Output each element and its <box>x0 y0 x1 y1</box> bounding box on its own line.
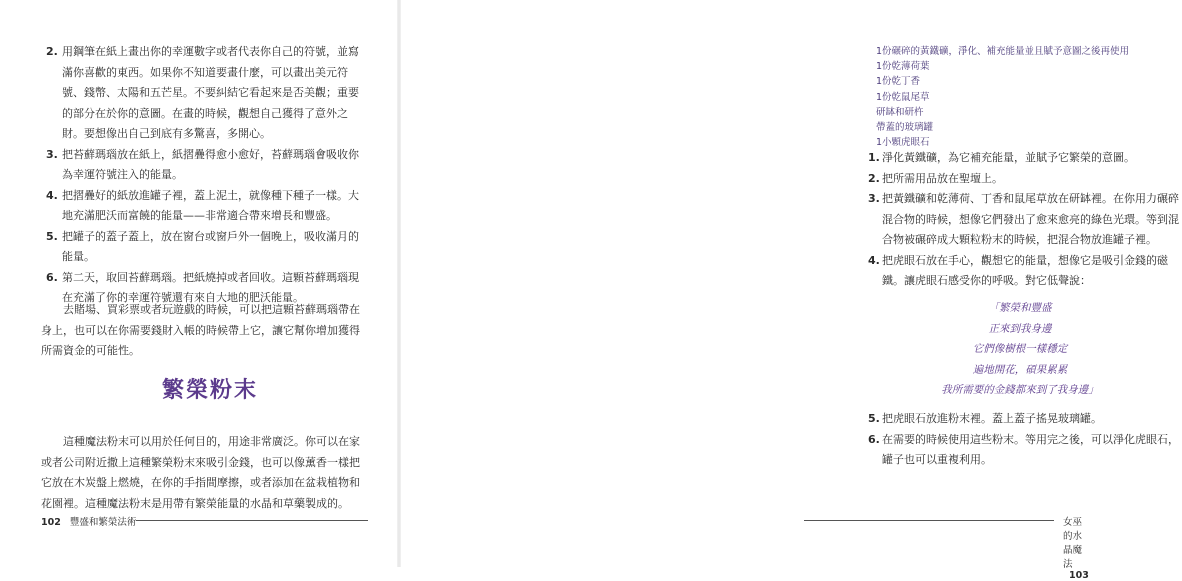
body-paragraph: 這種魔法粉末可以用於任何目的，用途非常廣泛。你可以在家或者公司附近撒上這種繁榮粉末來吸引金錢，也可以像薰香一樣把它放在木炭盤上燃燒，在你的手指間摩擦，或者添加在盆栽植物和花園裡。這種魔法粉末是用帶有繁榮能量的水晶和草藥製成的。 <box>41 435 360 510</box>
list-item <box>46 145 368 186</box>
list-item <box>870 251 1182 292</box>
ingredient-item: 研缽和研杵 <box>876 106 924 118</box>
list-item <box>46 227 368 268</box>
ingredient-item: 1份乾丁香 <box>876 76 921 88</box>
left-footer <box>41 514 136 528</box>
ingredient-item: 1份乾薄荷葉 <box>876 61 930 73</box>
step-text: 淨化黃鐵礦，為它補充能量，並賦予它繁榮的意圖。 <box>882 151 1135 164</box>
incantation-line: 「繁榮和豐盛 <box>988 302 1052 314</box>
left-page <box>0 0 399 567</box>
ingredients-list <box>876 44 1176 150</box>
step-text: 把摺疊好的紙放進罐子裡，蓋上泥土，就像種下種子一樣。大地充滿肥沃而富饒的能量——非常適合帶來增長和豐盛。 <box>62 188 359 222</box>
list-item <box>870 409 1182 430</box>
section-title: 繁榮粉末 <box>161 378 258 403</box>
right-steps-list <box>870 148 1182 292</box>
incantation-line: 正來到我身邊 <box>988 322 1052 335</box>
running-title: 女巫的水晶魔法 <box>1063 517 1083 570</box>
step-number: 2. <box>868 171 880 185</box>
ingredient-item: 帶蓋的玻璃罐 <box>876 122 934 134</box>
body-paragraph: 去賭場、買彩票或者玩遊戲的時候，可以把這顆苔蘚瑪瑙帶在身上，也可以在你需要錢財入帳的時候帶上它，讓它幫你增加獲得所需資金的可能性。 <box>41 303 360 357</box>
step-text: 把所需用品放在聖壇上。 <box>882 171 1003 185</box>
incantation-line: 它們像樹根一樣穩定 <box>972 343 1068 355</box>
page-number: 103 <box>1069 570 1089 581</box>
step-number: 4. <box>46 188 58 202</box>
step-text: 第二天，取回苔蘚瑪瑙。把紙燒掉或者回收。這顆苔蘚瑪瑙現在充滿了你的幸運符號還有來自大地的肥沃能量。 <box>62 270 359 304</box>
step-text: 把黃鐵礦和乾薄荷、丁香和鼠尾草放在研缽裡。在你用力碾碎混合物的時候，想像它們發出了愈來愈亮的綠色光環。等到混合物被碾碎成大顆粒粉末的時候，把混合物放進罐子裡。 <box>882 192 1179 246</box>
step-number: 6. <box>868 432 880 446</box>
list-item <box>870 148 1182 169</box>
right-page <box>400 0 1179 581</box>
list-item <box>870 430 1182 471</box>
incantation-line: 我所需要的金錢都來到了我身邊」 <box>941 384 1099 396</box>
step-text: 把罐子的蓋子蓋上，放在窗台或窗戶外一個晚上，吸收滿月的能量。 <box>62 229 359 263</box>
list-item <box>870 169 1182 190</box>
step-number: 4. <box>868 253 880 267</box>
page-number: 102 <box>41 517 61 528</box>
left-steps-list <box>46 42 368 309</box>
step-number: 6. <box>46 270 58 284</box>
step-text: 把虎眼石放在手心，觀想它的能量，想像它是吸引金錢的磁鐵。讓虎眼石感受你的呼吸。對它低聲說： <box>882 253 1168 287</box>
footer-rule <box>136 520 368 521</box>
right-steps-list-continued <box>870 409 1182 471</box>
ingredient-item: 1份碾碎的黃鐵礦，淨化、補充能量並且賦予意圖之後再使用 <box>876 46 1130 57</box>
step-text: 把虎眼石放進粉末裡。蓋上蓋子搖晃玻璃罐。 <box>882 412 1102 425</box>
list-item <box>46 42 368 145</box>
step-number: 3. <box>868 192 880 205</box>
step-number: 5. <box>868 412 880 425</box>
footer-rule <box>804 520 1054 521</box>
step-number: 3. <box>46 147 58 161</box>
list-item <box>46 186 368 227</box>
step-text: 在需要的時候使用這些粉末。等用完之後，可以淨化虎眼石，罐子也可以重複利用。 <box>882 432 1179 466</box>
incantation-line: 遍地開花，碩果累累 <box>972 363 1068 376</box>
step-number: 5. <box>46 229 58 243</box>
step-number: 1. <box>868 151 880 164</box>
ingredient-item: 1小顆虎眼石 <box>876 137 930 149</box>
right-footer <box>1063 514 1089 581</box>
step-text: 把苔蘚瑪瑙放在紙上，紙摺疊得愈小愈好，苔蘚瑪瑙會吸收你為幸運符號注入的能量。 <box>62 147 359 181</box>
running-title: 豐盛和繁榮法術 <box>69 517 137 528</box>
step-text: 用鋼筆在紙上畫出你的幸運數字或者代表你自己的符號，並寫滿你喜歡的東西。如果你不知道要畫什麼，可以畫出美元符號、錢幣、太陽和五芒星。不要糾結它看起來是否美觀；重要的部分在於你的意圖。在畫的時候，觀想自己獲得了意外之財。要想像出自己到底有多驚喜，多開心。 <box>62 45 359 140</box>
incantation <box>870 298 1170 401</box>
ingredient-item: 1份乾鼠尾草 <box>876 91 930 103</box>
list-item <box>870 189 1182 251</box>
step-number: 2. <box>46 45 58 58</box>
